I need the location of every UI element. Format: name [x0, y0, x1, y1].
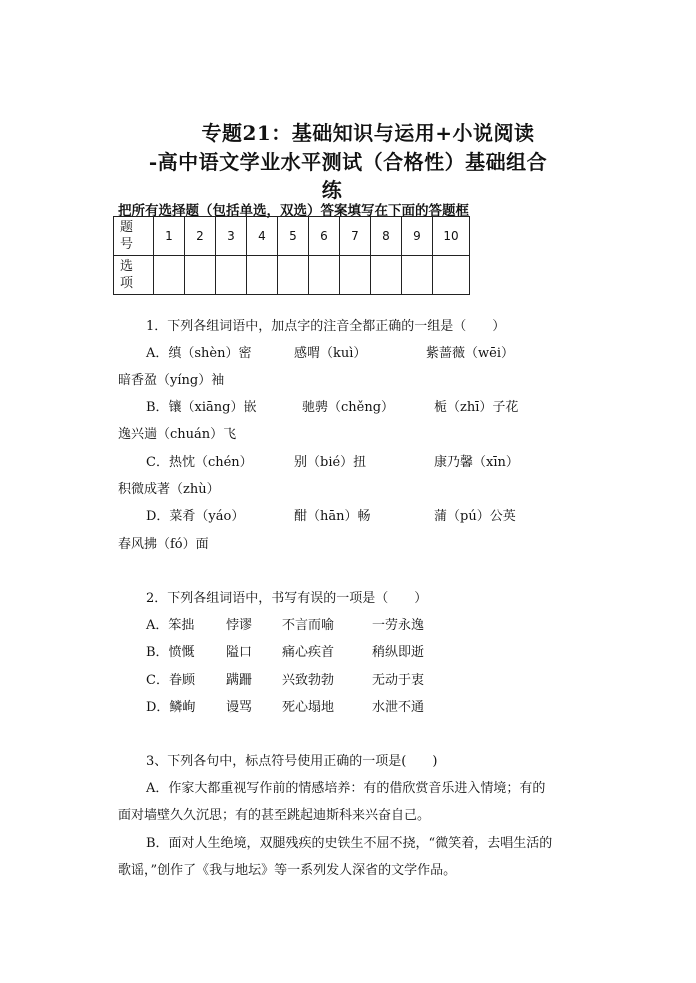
number-cell: 2	[185, 217, 216, 256]
q1-option-b-1: B．镶（xiāng）嵌	[146, 400, 257, 415]
q2-option-d-2: 谩骂	[226, 700, 253, 715]
q1-option-d-3: 蒲（pú）公英	[434, 509, 516, 524]
answer-table	[113, 216, 470, 295]
answer-cell[interactable]	[154, 256, 185, 295]
q3-option-a-line-2: 面对墙壁久久沉思；有的甚至跳起迪斯科来兴奋自己。	[118, 808, 431, 823]
q1-option-a-2: 感喟（kuì）	[294, 346, 367, 361]
q2-option-a-3: 不言而喻	[282, 618, 335, 633]
number-cell: 1	[154, 217, 185, 256]
q2-option-a-2: 悖谬	[226, 618, 253, 633]
answer-cell[interactable]	[216, 256, 247, 295]
q2-option-b-3: 痛心疾首	[282, 645, 335, 660]
q1-option-a-3: 紫蔷薇（wēi）	[426, 346, 514, 361]
q1-option-c-1: C．热忱（chén）	[146, 455, 253, 470]
answer-table-choice-row	[114, 256, 470, 295]
q1-option-c-4: 积微成著（zhù）	[118, 482, 220, 497]
q2-option-a-4: 一劳永逸	[372, 618, 425, 633]
answer-table-number-row	[114, 217, 470, 256]
q1-option-c-2: 别（bié）扭	[294, 455, 367, 470]
q1-option-a-1: A．缜（shèn）密	[146, 346, 252, 361]
answer-instruction: 把所有选择题（包括单选，双选）答案填写在下面的答题框	[118, 203, 469, 219]
q2-option-d-1: D．鳞峋	[146, 700, 196, 715]
title-line-1: 专题21：基础知识与运用+小说阅读	[201, 121, 535, 145]
q3-option-b-line-1: B．面对人生绝境，双腿残疾的史铁生不屈不挠，“微笑着，去唱生活的	[146, 836, 553, 851]
number-cell: 3	[216, 217, 247, 256]
title-line-2: -高中语文学业水平测试（合格性）基础组合	[148, 150, 548, 174]
number-cell: 4	[247, 217, 278, 256]
answer-cell[interactable]	[278, 256, 309, 295]
answer-cell[interactable]	[402, 256, 433, 295]
choice-row-header: 选 项	[114, 256, 154, 295]
number-cell: 8	[371, 217, 402, 256]
number-cell: 9	[402, 217, 433, 256]
q2-option-b-2: 隘口	[226, 645, 253, 660]
q2-option-c-1: C．眷顾	[146, 673, 195, 688]
q1-option-b-4: 逸兴遄（chuán）飞	[118, 427, 237, 442]
q3-option-b-line-2: 歌谣，”创作了《我与地坛》等一系列发人深省的文学作品。	[118, 863, 457, 878]
q2-option-b-4: 稍纵即逝	[372, 645, 425, 660]
number-row-header: 题 号	[114, 217, 154, 256]
q2-option-c-2: 蹒跚	[226, 673, 253, 688]
q1-option-c-3: 康乃馨（xīn）	[434, 455, 519, 470]
q3-stem: 3、下列各句中，标点符号使用正确的一项是( )	[146, 754, 438, 769]
q2-option-b-1: B．愤慨	[146, 645, 195, 660]
answer-cell[interactable]	[340, 256, 371, 295]
q1-option-b-3: 栀（zhī）子花	[434, 400, 519, 415]
q2-option-c-4: 无动于衷	[372, 673, 425, 688]
number-cell: 6	[309, 217, 340, 256]
q2-option-d-3: 死心塌地	[282, 700, 335, 715]
number-cell: 5	[278, 217, 309, 256]
answer-cell[interactable]	[185, 256, 216, 295]
q1-stem: 1．下列各组词语中，加点字的注音全都正确的一组是（ ）	[146, 319, 506, 334]
q2-option-d-4: 水泄不通	[372, 700, 425, 715]
number-cell: 10	[433, 217, 470, 256]
q1-option-d-1: D．菜肴（yáo）	[146, 509, 245, 524]
q1-option-a-4: 暗香盈（yíng）袖	[118, 373, 225, 388]
q2-option-c-3: 兴致勃勃	[282, 673, 335, 688]
answer-cell[interactable]	[371, 256, 402, 295]
q1-option-d-2: 酣（hān）畅	[294, 509, 371, 524]
number-cell: 7	[340, 217, 371, 256]
answer-cell[interactable]	[433, 256, 470, 295]
q1-option-b-2: 驰骋（chěng）	[302, 400, 395, 415]
q1-option-d-4: 春风拂（fó）面	[118, 537, 209, 552]
answer-cell[interactable]	[309, 256, 340, 295]
title-line-3: 练	[321, 178, 343, 202]
q2-stem: 2．下列各组词语中，书写有误的一项是（ ）	[146, 591, 428, 606]
q2-option-a-1: A．笨拙	[146, 618, 195, 633]
answer-cell[interactable]	[247, 256, 278, 295]
q3-option-a-line-1: A．作家大都重视写作前的情感培养：有的借欣赏音乐进入情境；有的	[146, 781, 546, 796]
